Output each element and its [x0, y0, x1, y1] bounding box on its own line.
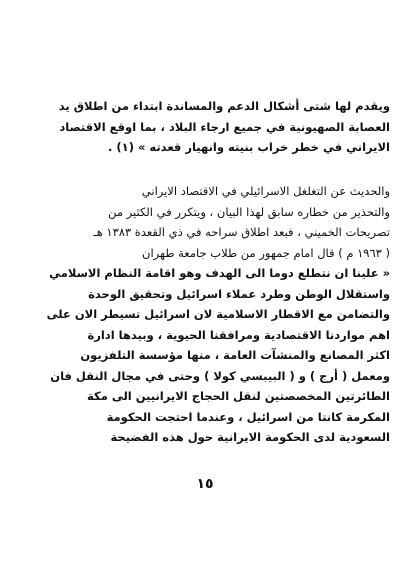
text-line-quote: الطائرتين المخصصتين لنقل الحجاج الايرانيين الى مكة — [87, 389, 390, 403]
text-line: تصريحات الخميني ، فبعد اطلاق سراحه في ذي القعدة ١٣٨٣ هـ — [93, 225, 390, 239]
text-line-quote: اكثر المصانع والمنشآت العامة ، منها مؤسسة التلفزيون — [80, 348, 390, 362]
text-line: ويقدم لها شتى أشكال الدعم والمساندة ابتداء من اطلاق يد — [58, 99, 390, 113]
text-line-quote: اهم مواردنا الاقتصادية ومرافقنا الحيوية ، وبيدها ادارة — [87, 327, 390, 342]
text-line: ( ١٩٦٣ م ) قال امام جمهور من طلاب جامعة طهران — [142, 245, 390, 260]
text-line: العصابة الصهيونية في جميع ارجاء البلاد ، بما اوقع الاقتصاد — [59, 119, 390, 134]
text-line-quote: « علينا ان نتطلع دوما الى الهدف وهو اقامة النظام الاسلامي — [49, 266, 390, 280]
text-line-quote: واستقلال الوطن وطرد عملاء اسرائيل وتحقيق الوحدة — [88, 286, 390, 301]
text-line-quote: المكرمة كانتا من اسرائيل ، وعندما احتجت الحكومة — [106, 409, 390, 424]
text-line-quote: ومعمل ( أرج ) و ( البيبسي كولا ) وحتى في مجال النقل فان — [50, 368, 390, 383]
paragraph-body — [20, 181, 390, 448]
text-line-quote: السعودية لدى الحكومة الايرانية حول هذه الفضيحة — [110, 430, 390, 444]
text-line: والتحذير من خطاره سابق لهذا البيان ، ويتكرر في الكثير من — [108, 204, 390, 219]
text-line: والحديث عن التغلغل الاسرائيلي في الاقتصاد الايراني — [141, 184, 390, 198]
page-number: ١٥ — [196, 476, 214, 492]
paragraph-quote-end — [20, 96, 390, 158]
text-line-quote: والتضامن مع الاقطار الاسلامية لان اسرائيل تسيطر الان على — [46, 307, 390, 321]
text-line: الايراني في خطر خراب بنيته وانهيار قعدته » (١) . — [108, 140, 390, 154]
